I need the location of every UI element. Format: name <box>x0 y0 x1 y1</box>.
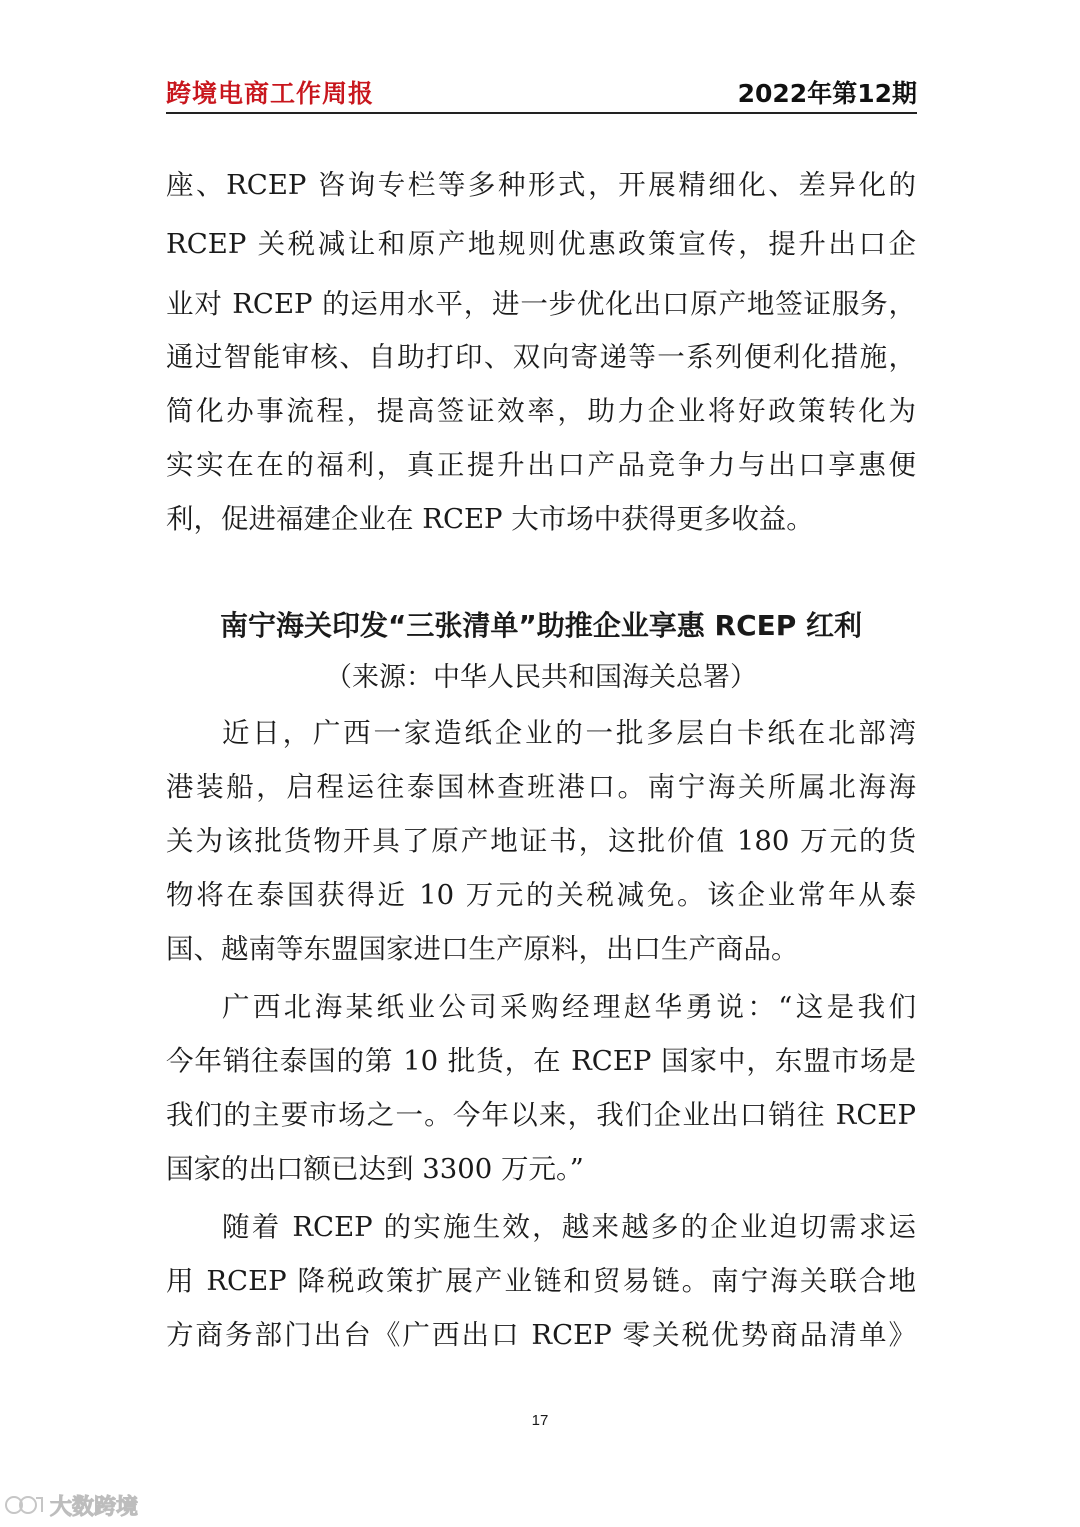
article-title: 南宁海关印发“三张清单”助推企业享惠 RCEP 红利 <box>219 609 863 642</box>
text-line: 业对 RCEP 的运用水平，进一步优化出口原产地签证服务， <box>166 288 916 320</box>
text-line: 今年销往泰国的第 10 批货，在 RCEP 国家中，东盟市场是 <box>166 1045 916 1077</box>
text-line: 国家的出口额已达到 3300 万元。” <box>166 1153 584 1185</box>
text-line: 用 RCEP 降税政策扩展产业链和贸易链。南宁海关联合地 <box>166 1265 916 1297</box>
text-line: 广西北海某纸业公司采购经理赵华勇说：“这是我们 <box>222 991 916 1023</box>
watermark-logo-icon <box>4 1492 44 1518</box>
text-line: 方商务部门出台《广西出口 RCEP 零关税优势商品清单》 <box>166 1319 916 1351</box>
text-line: 实实在在的福利，真正提升出口产品竞争力与出口享惠便 <box>166 449 916 481</box>
issue-number: 2022年第12期 <box>737 79 917 108</box>
text-line: 简化办事流程，提高签证效率，助力企业将好政策转化为 <box>166 395 916 427</box>
text-line: 通过智能审核、自助打印、双向寄递等一系列便利化措施， <box>166 341 916 373</box>
text-line: 利，促进福建企业在 RCEP 大市场中获得更多收益。 <box>166 503 814 535</box>
text-line: 国、越南等东盟国家进口生产原料，出口生产商品。 <box>166 933 799 965</box>
text-line: 近日，广西一家造纸企业的一批多层白卡纸在北部湾 <box>222 717 916 749</box>
text-line: 物将在泰国获得近 10 万元的关税减免。该企业常年从泰 <box>166 879 916 911</box>
watermark-text: 大数跨境 <box>50 1494 139 1520</box>
text-line: 我们的主要市场之一。今年以来，我们企业出口销往 RCEP <box>166 1099 916 1131</box>
article-source: （来源：中华人民共和国海关总署） <box>325 662 757 693</box>
text-line: 关为该批货物开具了原产地证书，这批价值 180 万元的货 <box>166 825 916 857</box>
text-line: RCEP 关税减让和原产地规则优惠政策宣传，提升出口企 <box>166 228 916 260</box>
text-line: 随着 RCEP 的实施生效，越来越多的企业迫切需求运 <box>222 1211 916 1243</box>
page-number: 17 <box>531 1412 549 1429</box>
publication-title: 跨境电商工作周报 <box>166 79 375 108</box>
watermark <box>4 1488 138 1522</box>
text-line: 港装船，启程运往泰国林查班港口。南宁海关所属北海海 <box>166 771 916 803</box>
text-line: 座、RCEP 咨询专栏等多种形式，开展精细化、差异化的 <box>166 169 916 201</box>
page-header <box>166 70 917 114</box>
